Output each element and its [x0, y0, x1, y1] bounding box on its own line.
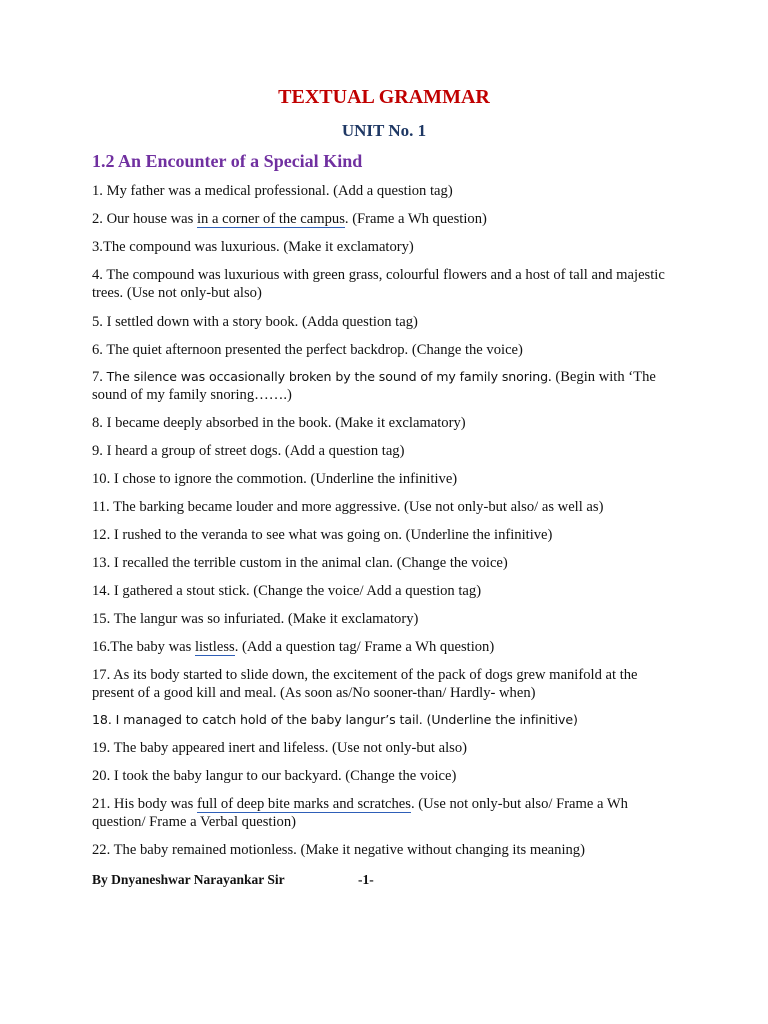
question-item: [92, 841, 682, 859]
question-text: 3.The compound was luxurious. (Make it exclamatory): [92, 239, 414, 255]
question-item: [92, 414, 682, 432]
question-instruction: . (Begin with ‘The sound of my family snoring…….): [92, 369, 656, 403]
question-instruction: . (Add a question tag/ Frame a Wh question): [234, 639, 495, 655]
question-item: [92, 498, 682, 516]
question-text: 10. I chose to ignore the commotion. (Underline the infinitive): [92, 471, 458, 487]
question-item: [92, 470, 682, 488]
document-title: TEXTUAL GRAMMAR: [278, 86, 490, 108]
question-text: 11. The barking became louder and more aggressive. (Use not only-but also/ as well as): [92, 499, 604, 515]
question-item: [92, 182, 682, 200]
question-text: 5. I settled down with a story book. (Adda question tag): [92, 314, 418, 330]
question-text: 19. The baby appeared inert and lifeless. (Use not only-but also): [92, 740, 468, 756]
question-item: [92, 610, 682, 628]
question-item: [92, 442, 682, 460]
page-number: -1-: [358, 872, 374, 887]
question-text: 17. As its body started to slide down, the excitement of the pack of dogs grew manifold at the present of a good kill and meal. (As soon as/No sooner-than/ Hardly- when): [92, 667, 638, 701]
question-text: 2. Our house was: [92, 211, 197, 227]
question-text: 14. I gathered a stout stick. (Change the voice/ Add a question tag): [92, 583, 482, 599]
question-item: [92, 739, 682, 757]
question-text: 1. My father was a medical professional. (Add a question tag): [92, 183, 453, 199]
question-text: 18. I managed to catch hold of the baby langur’s tail. (Underline the infinitive): [92, 712, 578, 727]
question-text: 16.The baby was: [92, 639, 195, 655]
question-text: 20. I took the baby langur to our backyard. (Change the voice): [92, 768, 457, 784]
question-item: [92, 666, 682, 702]
question-text: 6. The quiet afternoon presented the perfect backdrop. (Change the voice): [92, 342, 523, 358]
question-text: 4. The compound was luxurious with green grass, colourful flowers and a host of tall and majestic trees. (Use not only-but also): [92, 267, 665, 301]
question-item: [92, 238, 682, 256]
footer-author: By Dnyaneshwar Narayankar Sir: [92, 872, 285, 887]
question-number: 7.: [92, 369, 107, 385]
question-text: The silence was occasionally broken by the sound of my family snoring: [106, 369, 549, 384]
question-item: [92, 554, 682, 572]
section-heading: 1.2 An Encounter of a Special Kind: [92, 151, 363, 171]
question-item: [92, 795, 682, 831]
question-item: [92, 313, 682, 331]
question-text: 21. His body was: [92, 796, 197, 812]
question-item: [92, 767, 682, 785]
question-item: [92, 526, 682, 544]
question-item: [92, 711, 682, 729]
underlined-phrase: full of deep bite marks and scratches: [197, 796, 411, 812]
question-item: [92, 341, 682, 359]
question-text: 12. I rushed to the veranda to see what was going on. (Underline the infinitive): [92, 527, 553, 543]
page-footer: [92, 872, 692, 888]
question-text: 9. I heard a group of street dogs. (Add a question tag): [92, 443, 405, 459]
question-item: [92, 368, 682, 404]
question-item: [92, 582, 682, 600]
question-item: [92, 210, 682, 228]
question-text: 22. The baby remained motionless. (Make it negative without changing its meaning): [92, 842, 585, 858]
question-item: [92, 638, 682, 656]
unit-heading: UNIT No. 1: [341, 121, 427, 140]
underlined-phrase: listless: [194, 639, 235, 655]
underlined-phrase: in a corner of the campus: [196, 211, 345, 227]
question-text: 13. I recalled the terrible custom in the animal clan. (Change the voice): [92, 555, 508, 571]
question-text: 15. The langur was so infuriated. (Make it exclamatory): [92, 611, 419, 627]
question-instruction: . (Use not only-but also/ Frame a Wh question/ Frame a Verbal question): [92, 796, 628, 830]
question-instruction: . (Frame a Wh question): [344, 211, 487, 227]
question-item: [92, 266, 682, 302]
question-text: 8. I became deeply absorbed in the book. (Make it exclamatory): [92, 415, 466, 431]
